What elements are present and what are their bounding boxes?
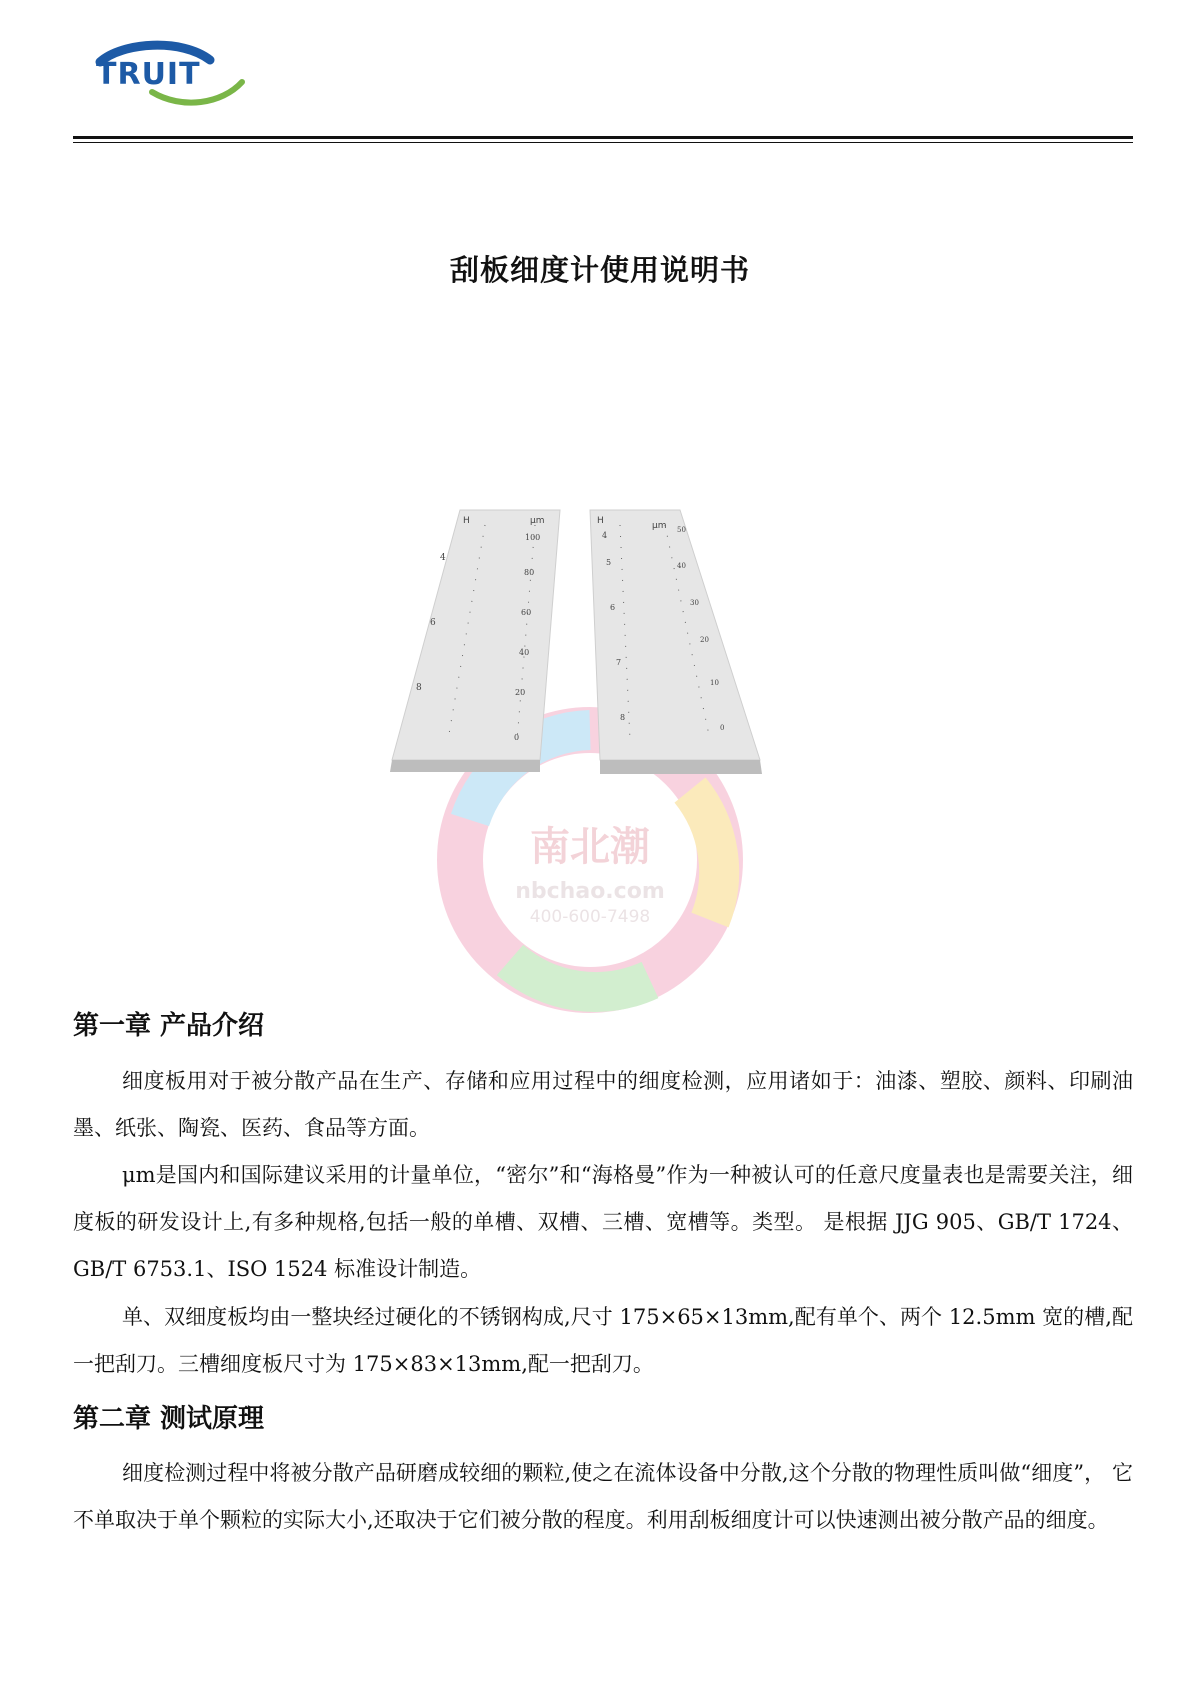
svg-text:40: 40 xyxy=(677,562,686,570)
svg-text:0: 0 xyxy=(514,733,520,742)
svg-text:TRUIT: TRUIT xyxy=(96,57,201,92)
svg-text:4: 4 xyxy=(602,531,608,540)
svg-text:6: 6 xyxy=(430,618,436,628)
svg-text:60: 60 xyxy=(521,608,532,617)
svg-text:0: 0 xyxy=(720,724,725,732)
svg-text:30: 30 xyxy=(690,599,699,607)
svg-text:7: 7 xyxy=(616,658,622,667)
svg-text:μm: μm xyxy=(652,521,667,531)
svg-text:H: H xyxy=(463,516,470,526)
svg-text:μm: μm xyxy=(530,516,545,526)
svg-text:40: 40 xyxy=(519,648,530,657)
chapter1-paragraph-2: μm是国内和国际建议采用的计量单位，“密尔”和“海格曼”作为一种被认可的任意尺度量表也是需要关注，细度板的研发设计上,有多种规格,包括一般的单槽、双槽、三槽、宽槽等。类型。 是根据 JJG 905、GB/T 1724、GB/T 6753.1、ISO 1524 标准设计制造。 xyxy=(73,1163,1133,1281)
header-rule-thin xyxy=(73,142,1133,143)
svg-text:400-600-7498: 400-600-7498 xyxy=(529,907,651,927)
svg-text:8: 8 xyxy=(620,713,626,722)
svg-text:50: 50 xyxy=(677,526,686,534)
truit-logo xyxy=(92,38,252,108)
svg-text:8: 8 xyxy=(416,683,422,693)
svg-text:6: 6 xyxy=(610,603,616,612)
svg-text:5: 5 xyxy=(606,558,612,567)
chapter2-paragraph-1: 细度检测过程中将被分散产品研磨成较细的颗粒,使之在流体设备中分散,这个分散的物理性质叫做“细度”， 它不单取决于单个颗粒的实际大小,还取决于它们被分散的程度。利用刮板细度计可以快速测出被分散产品的细度。 xyxy=(73,1461,1133,1532)
chapter1-heading: 第一章 产品介绍 xyxy=(73,1011,265,1041)
product-figure xyxy=(390,490,820,1050)
grindometer-right-plate xyxy=(590,510,762,774)
grindometer-left-plate xyxy=(390,510,560,772)
svg-text:20: 20 xyxy=(700,636,709,644)
chapter1-paragraph-3: 单、双细度板均由一整块经过硬化的不锈钢构成,尺寸 175×65×13mm,配有单个、两个 12.5mm 宽的槽,配一把刮刀。三槽细度板尺寸为 175×83×13mm,配一把刮刀。 xyxy=(73,1305,1133,1376)
header-rule xyxy=(73,136,1133,139)
svg-text:nbchao.com: nbchao.com xyxy=(515,879,665,904)
svg-text:100: 100 xyxy=(525,533,541,542)
svg-text:4: 4 xyxy=(440,553,446,563)
svg-text:10: 10 xyxy=(710,679,719,687)
chapter2-heading: 第二章 测试原理 xyxy=(73,1404,265,1434)
document-title: 刮板细度计使用说明书 xyxy=(449,253,750,287)
svg-text:20: 20 xyxy=(515,688,526,697)
chapter1-paragraph-1: 细度板用对于被分散产品在生产、存储和应用过程中的细度检测，应用诸如于：油漆、塑胶、颜料、印刷油墨、纸张、陶瓷、医药、食品等方面。 xyxy=(73,1069,1133,1140)
svg-text:南北潮: 南北潮 xyxy=(530,823,650,870)
svg-text:H: H xyxy=(597,516,604,526)
svg-text:80: 80 xyxy=(524,568,535,577)
